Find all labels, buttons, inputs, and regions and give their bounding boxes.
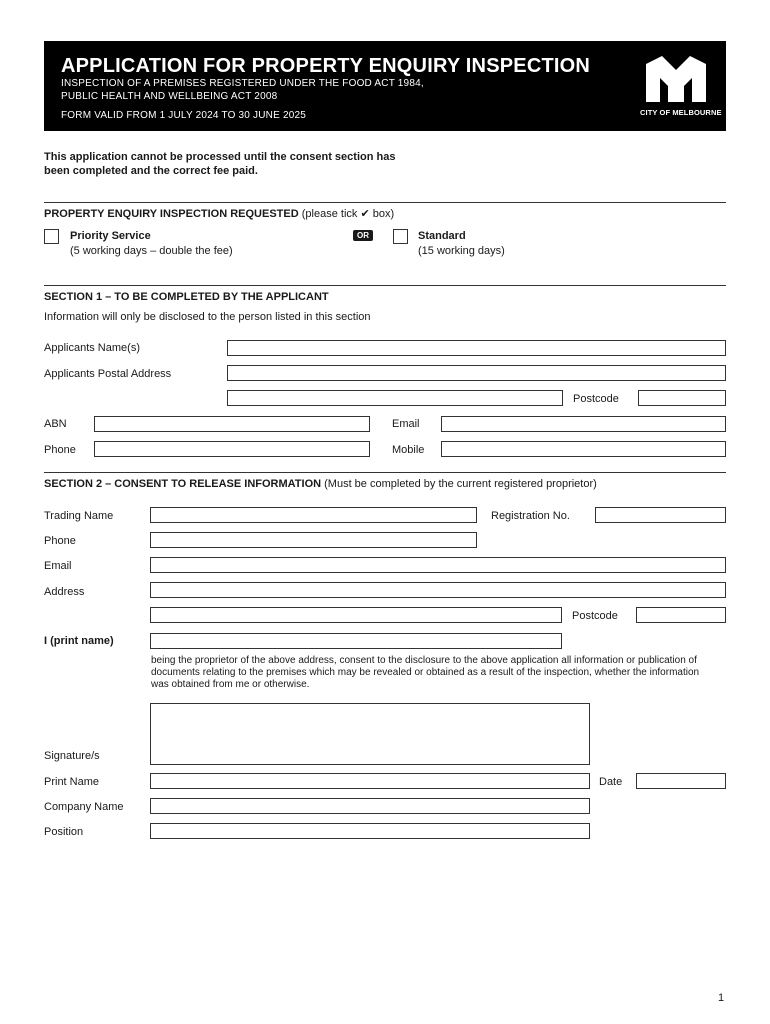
postal-address-field-line2[interactable] <box>227 390 563 406</box>
consent-text: being the proprietor of the above address, consent to the disclosure to the above application all information or publication of documents relating to the premises which may be revealed or obtained as a result of the inspection, whether the information was obtained from me or otherwise. <box>151 655 700 690</box>
s2-address-label: Address <box>44 586 85 598</box>
print-name-consent-label: I (print name) <box>44 635 114 647</box>
intro-notice: This application cannot be processed until the consent section has been completed and the correct fee paid. <box>44 151 396 177</box>
or-badge: OR <box>353 230 373 241</box>
section2-title-text: SECTION 2 – CONSENT TO RELEASE INFORMATION <box>44 478 322 490</box>
print-name-field[interactable] <box>150 773 590 789</box>
email-label: Email <box>392 418 420 430</box>
print-name-consent-field[interactable] <box>150 633 562 649</box>
print-name-label: Print Name <box>44 776 100 788</box>
position-label: Position <box>44 826 84 838</box>
registration-field[interactable] <box>595 507 726 523</box>
divider <box>44 202 726 203</box>
priority-sub: (5 working days – double the fee) <box>70 245 233 257</box>
priority-checkbox[interactable] <box>44 229 59 244</box>
postcode-field[interactable] <box>638 390 726 406</box>
s2-address-field[interactable] <box>150 582 726 598</box>
postal-address-field[interactable] <box>227 365 726 381</box>
company-name-field[interactable] <box>150 798 590 814</box>
standard-title: Standard <box>418 230 466 242</box>
section2-title <box>44 478 597 490</box>
s2-email-field[interactable] <box>150 557 726 573</box>
position-field[interactable] <box>150 823 590 839</box>
mobile-field[interactable] <box>441 441 726 457</box>
trading-name-field[interactable] <box>150 507 477 523</box>
phone-field[interactable] <box>94 441 370 457</box>
s2-phone-field[interactable] <box>150 532 477 548</box>
section2-title-note: (Must be completed by the current registered proprietor) <box>324 478 597 490</box>
registration-label: Registration No. <box>491 510 570 522</box>
abn-label: ABN <box>44 418 67 430</box>
date-field[interactable] <box>636 773 726 789</box>
s2-address-field-line2[interactable] <box>150 607 562 623</box>
form-subtitle <box>61 78 424 103</box>
m-logo-icon <box>640 56 712 104</box>
inspection-title: PROPERTY ENQUIRY INSPECTION REQUESTED <box>44 208 299 220</box>
section1-title-text: SECTION 1 – TO BE COMPLETED BY THE APPLICANT <box>44 291 329 303</box>
standard-sub: (15 working days) <box>418 245 505 257</box>
applicants-name-label: Applicants Name(s) <box>44 342 140 354</box>
trading-name-label: Trading Name <box>44 510 114 522</box>
standard-checkbox[interactable] <box>393 229 408 244</box>
page-number: 1 <box>718 992 725 1004</box>
form-title: APPLICATION FOR PROPERTY ENQUIRY INSPECTION <box>61 55 591 77</box>
company-name-label: Company Name <box>44 801 124 813</box>
priority-title: Priority Service <box>70 230 151 242</box>
city-of-melbourne-logo <box>640 56 722 118</box>
abn-field[interactable] <box>94 416 370 432</box>
s2-email-label: Email <box>44 560 72 572</box>
s2-phone-label: Phone <box>44 535 76 547</box>
divider <box>44 285 726 286</box>
s2-postcode-field[interactable] <box>636 607 726 623</box>
form-header <box>44 41 726 131</box>
applicants-name-field[interactable] <box>227 340 726 356</box>
signature-label: Signature/s <box>44 750 100 762</box>
inspection-hint: (please tick ✔ box) <box>301 208 395 220</box>
section1-title <box>44 291 329 303</box>
signature-field[interactable] <box>150 703 590 765</box>
postcode-label: Postcode <box>573 393 619 405</box>
s2-postcode-label: Postcode <box>572 610 618 622</box>
form-validity: FORM VALID FROM 1 JULY 2024 TO 30 JUNE 2025 <box>61 110 306 121</box>
divider <box>44 472 726 473</box>
section1-note: Information will only be disclosed to the person listed in this section <box>44 311 371 323</box>
form-subtitle-line1: INSPECTION OF A PREMISES REGISTERED UNDER THE FOOD ACT 1984, <box>61 78 424 89</box>
email-field[interactable] <box>441 416 726 432</box>
logo-text: CITY OF MELBOURNE <box>640 108 722 117</box>
postal-address-label: Applicants Postal Address <box>44 368 172 380</box>
phone-label: Phone <box>44 444 76 456</box>
date-label: Date <box>599 776 623 788</box>
mobile-label: Mobile <box>392 444 425 456</box>
form-subtitle-line2: PUBLIC HEALTH AND WELLBEING ACT 2008 <box>61 90 278 102</box>
inspection-section-title <box>44 207 394 220</box>
